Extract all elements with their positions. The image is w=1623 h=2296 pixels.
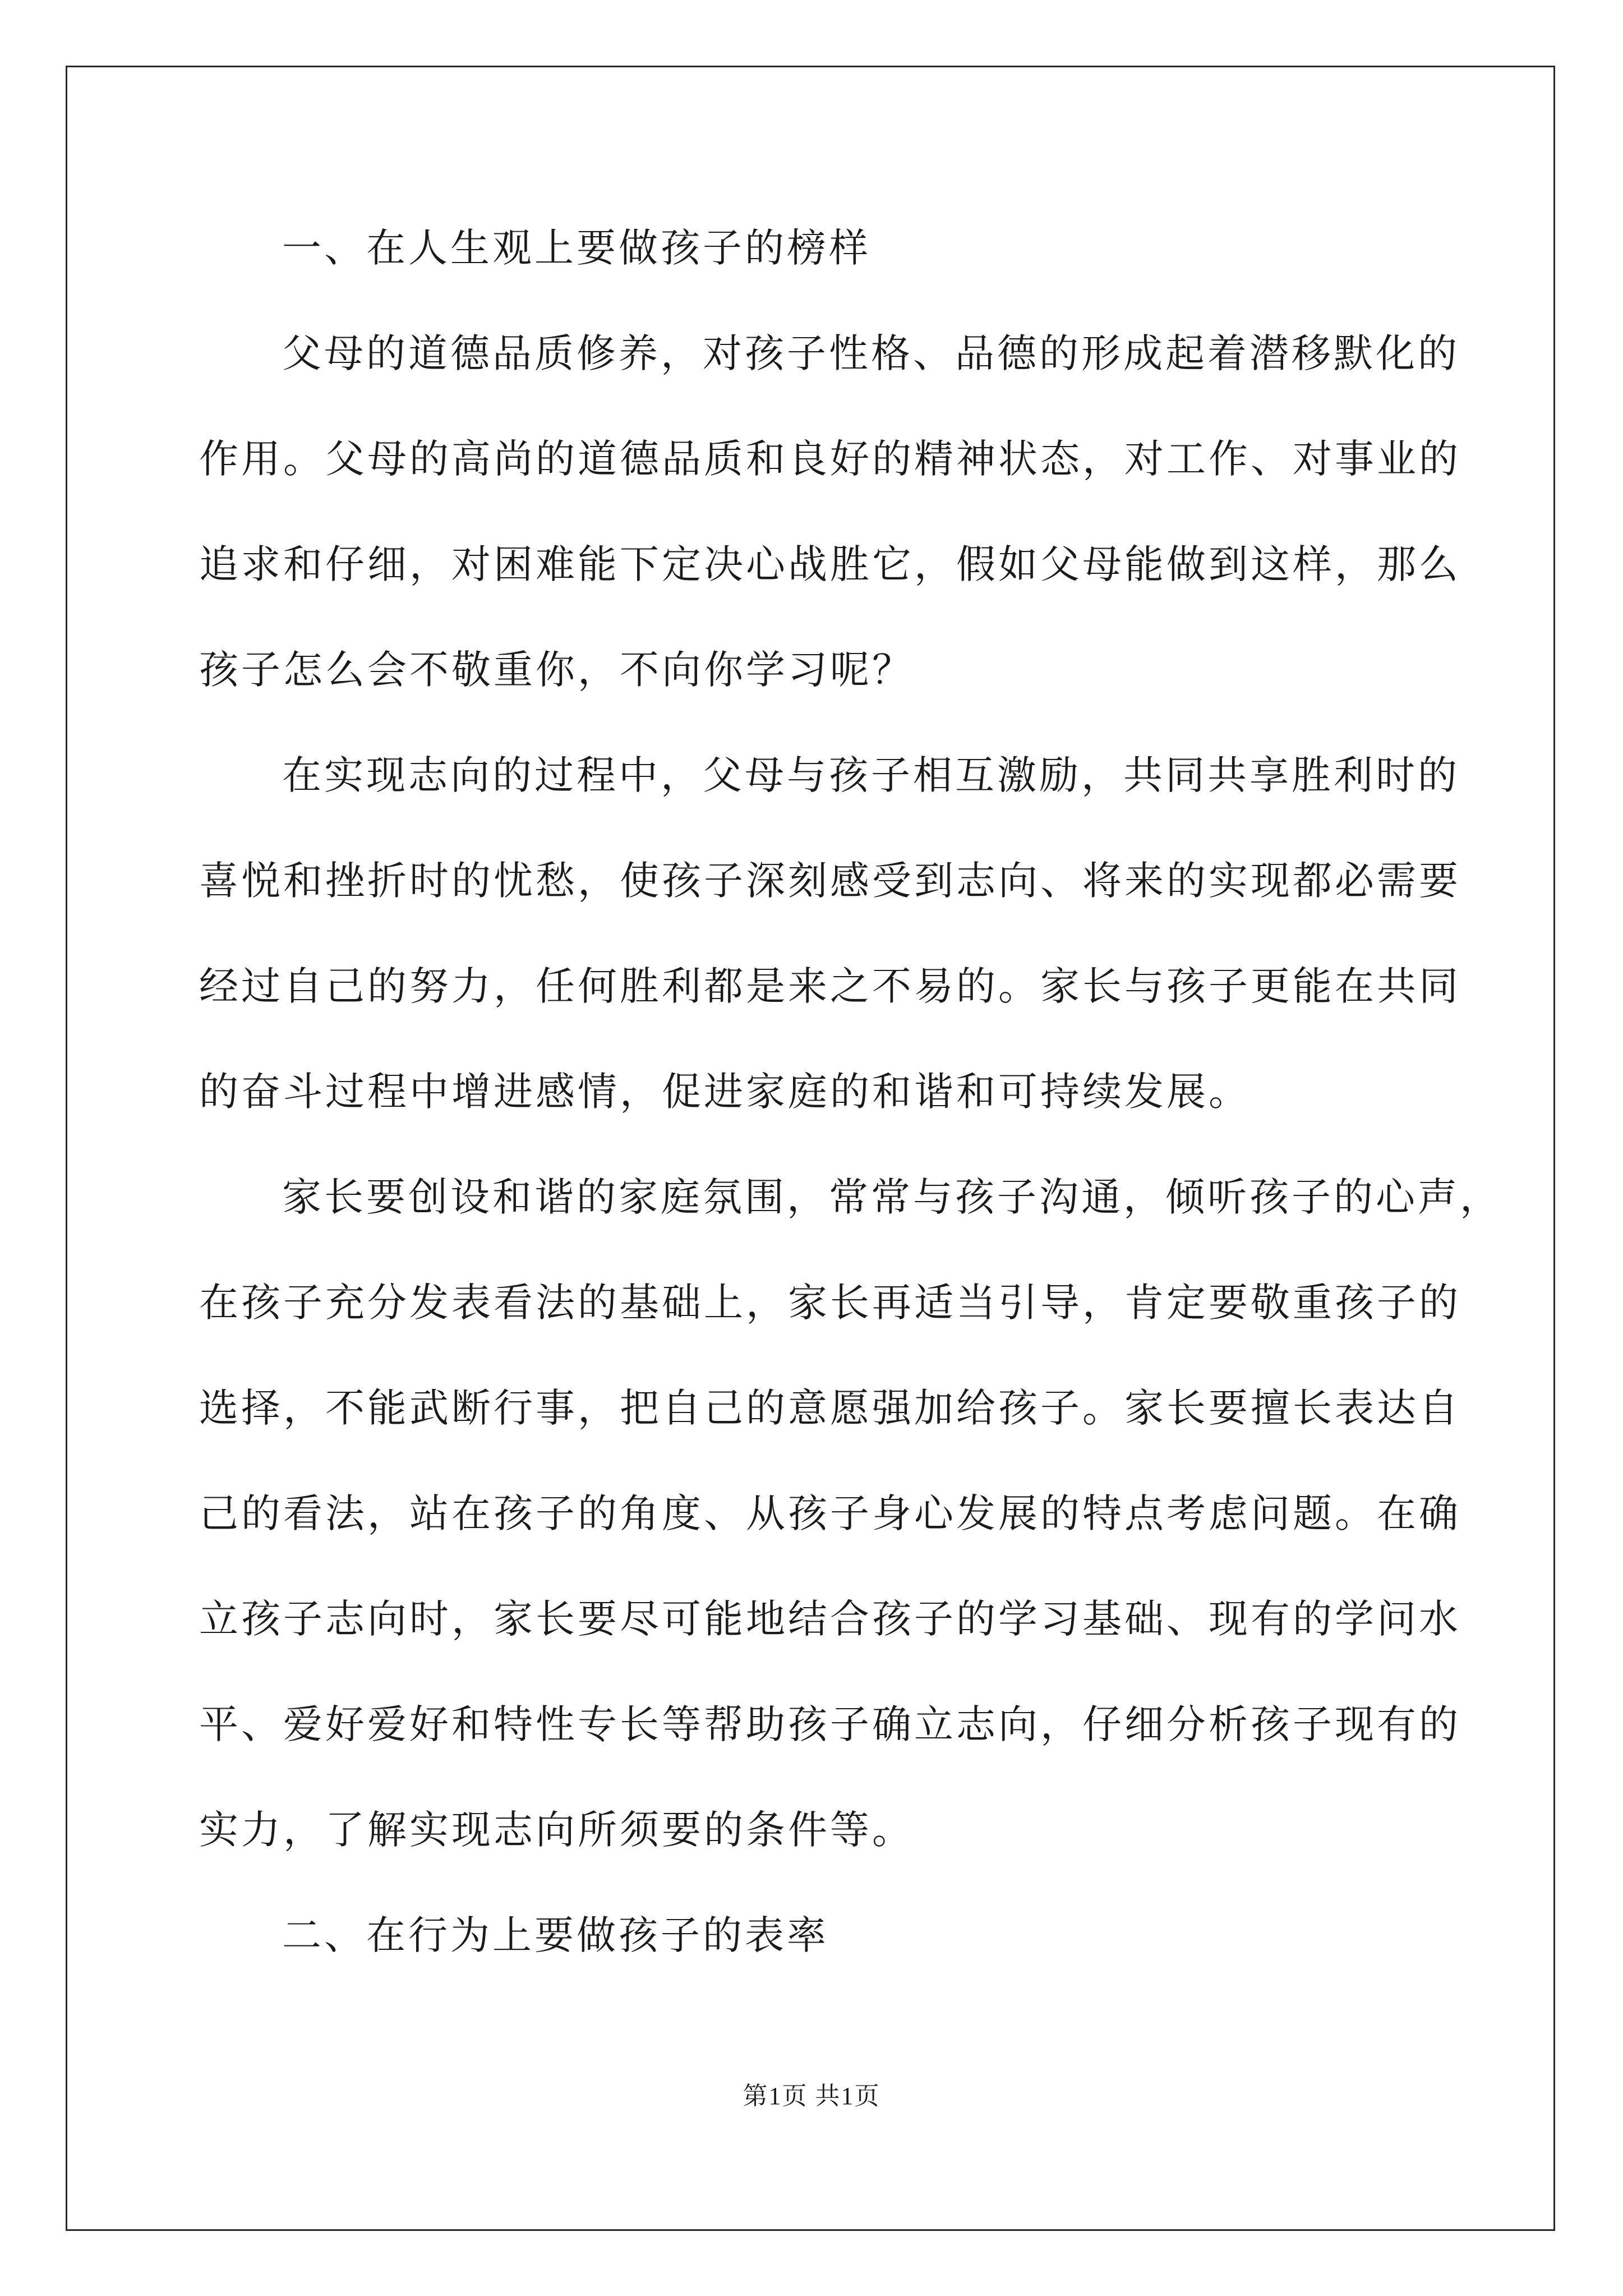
- paragraph-line: 在孩子充分发表看法的基础上，家长再适当引导，肯定要敬重孩子的: [199, 1280, 1461, 1326]
- paragraph-line: 己的看法，站在孩子的角度、从孩子身心发展的特点考虑问题。在确: [199, 1490, 1461, 1536]
- paragraph-line: 实力，了解实现志向所须要的条件等。: [199, 1807, 914, 1853]
- document-body: [199, 213, 1502, 2006]
- paragraph-line: 作用。父母的高尚的道德品质和良好的精神状态，对工作、对事业的: [199, 436, 1461, 482]
- paragraph-line: 立孩子志向时，家长要尽可能地结合孩子的学习基础、现有的学问水: [199, 1596, 1461, 1642]
- paragraph-line: 选择，不能武断行事，把自己的意愿强加给孩子。家长要擅长表达自: [199, 1385, 1461, 1431]
- paragraph-line: 追求和仔细，对困难能下定决心战胜它，假如父母能做到这样，那么: [199, 541, 1461, 587]
- paragraph-line: 平、爱好爱好和特性专长等帮助孩子确立志向，仔细分析孩子现有的: [199, 1701, 1461, 1747]
- paragraph-line: 家长要创设和谐的家庭氛围，常常与孩子沟通，倾听孩子的心声，: [282, 1174, 1502, 1220]
- paragraph-line: 父母的道德品质修养，对孩子性格、品德的形成起着潜移默化的: [282, 330, 1460, 376]
- paragraph-line: 孩子怎么会不敬重你，不向你学习呢？: [199, 647, 914, 693]
- section-heading-1: 一、在人生观上要做孩子的榜样: [282, 225, 871, 271]
- paragraph-line: 喜悦和挫折时的忧愁，使孩子深刻感受到志向、将来的实现都必需要: [199, 858, 1461, 904]
- paragraph-line: 在实现志向的过程中，父母与孩子相互激励，共同共享胜利时的: [282, 752, 1460, 798]
- paragraph-line: 的奋斗过程中增进感情，促进家庭的和谐和可持续发展。: [199, 1069, 1251, 1115]
- paragraph-line: 经过自己的努力，任何胜利都是来之不易的。家长与孩子更能在共同: [199, 963, 1461, 1009]
- page-number-footer: 第1页 共1页: [743, 2082, 880, 2110]
- section-heading-2: 二、在行为上要做孩子的表率: [282, 1912, 829, 1958]
